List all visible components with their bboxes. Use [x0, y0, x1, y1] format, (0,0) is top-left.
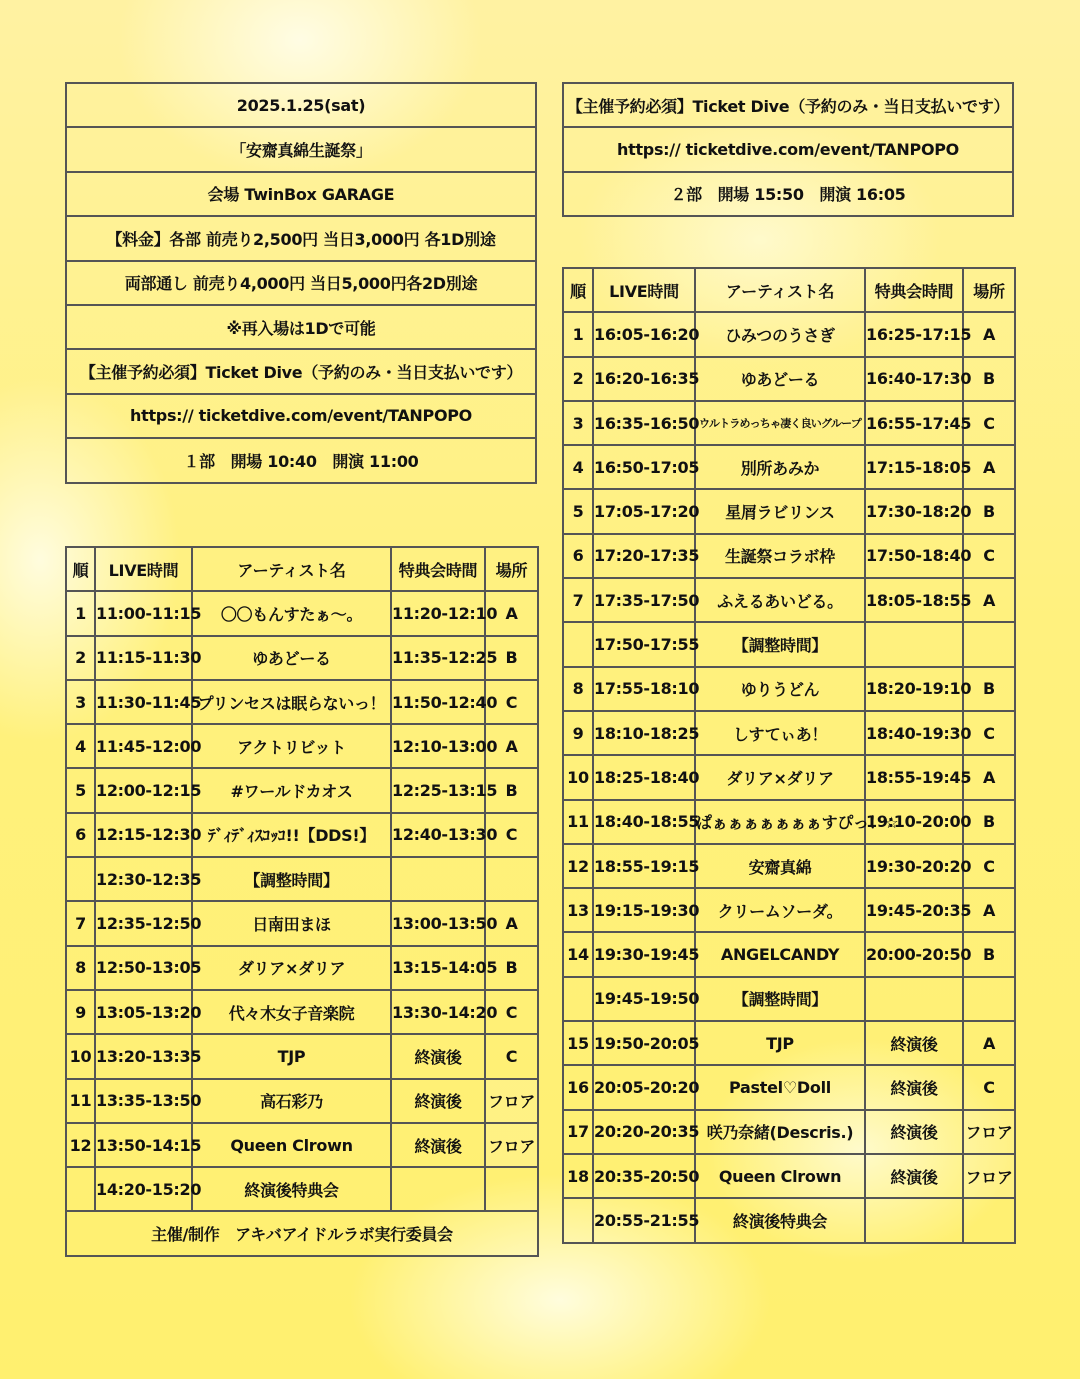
- place-cell: B: [963, 800, 1015, 844]
- order-number-cell: 3: [563, 401, 593, 445]
- order-number-cell: 13: [563, 888, 593, 932]
- artist-name-cell: ウルトラめっちゃ凄く良いグループ: [695, 401, 865, 445]
- live-time-cell: 16:50-17:05: [593, 445, 695, 489]
- table-row: [563, 312, 1015, 356]
- tokuten-time-cell: [391, 1167, 485, 1211]
- place-cell: C: [485, 813, 538, 857]
- header-live-time: LIVE時間: [593, 268, 695, 312]
- artist-name-cell: #ワールドカオス: [192, 768, 391, 812]
- artist-name-cell: 代々木女子音楽院: [192, 990, 391, 1034]
- table-row: [66, 857, 538, 901]
- info-row: [563, 172, 1013, 216]
- table-row: [66, 1079, 538, 1123]
- table-row: [66, 1167, 538, 1211]
- order-number-cell: 7: [66, 901, 95, 945]
- place-cell: A: [963, 755, 1015, 799]
- table-row: [563, 578, 1015, 622]
- tokuten-time-cell: 11:20-12:10: [391, 591, 485, 635]
- part1-header-row: [66, 547, 538, 591]
- artist-name-cell: ダリア×ダリア: [695, 755, 865, 799]
- artist-name-cell: 【調整時間】: [192, 857, 391, 901]
- order-number-cell: 7: [563, 578, 593, 622]
- artist-name-cell: ゆあどーる: [695, 357, 865, 401]
- artist-name-cell: 星屑ラビリンス: [695, 489, 865, 533]
- info-cell: ※再入場は1Dで可能: [66, 305, 536, 349]
- info-cell: 両部通し 前売り4,000円 当日5,000円各2D別途: [66, 261, 536, 305]
- info-row: [66, 127, 536, 171]
- order-number-cell: 4: [66, 724, 95, 768]
- tokuten-time-cell: 12:10-13:00: [391, 724, 485, 768]
- place-cell: A: [963, 578, 1015, 622]
- live-time-cell: 17:35-17:50: [593, 578, 695, 622]
- tokuten-time-cell: [391, 857, 485, 901]
- header-artist: アーティスト名: [192, 547, 391, 591]
- order-number-cell: [563, 622, 593, 666]
- place-cell: A: [485, 724, 538, 768]
- table-row: [563, 1154, 1015, 1198]
- tokuten-time-cell: 16:40-17:30: [865, 357, 963, 401]
- table-row: [66, 813, 538, 857]
- live-time-cell: 12:30-12:35: [95, 857, 192, 901]
- order-number-cell: [563, 977, 593, 1021]
- table-row: [66, 680, 538, 724]
- artist-name-cell: 別所あみか: [695, 445, 865, 489]
- info-cell: 2025.1.25(sat): [66, 83, 536, 127]
- tokuten-time-cell: 20:00-20:50: [865, 932, 963, 976]
- table-row: [66, 1034, 538, 1078]
- table-row: [563, 1021, 1015, 1065]
- info-row: [563, 127, 1013, 171]
- tokuten-time-cell: 終演後: [391, 1079, 485, 1123]
- artist-name-cell: 生誕祭コラボ枠: [695, 534, 865, 578]
- artist-name-cell: ANGELCANDY: [695, 932, 865, 976]
- place-cell: A: [485, 591, 538, 635]
- info-row: [66, 438, 536, 482]
- artist-name-cell: しすてぃあ！: [695, 711, 865, 755]
- tokuten-time-cell: 11:50-12:40: [391, 680, 485, 724]
- live-time-cell: 16:20-16:35: [593, 357, 695, 401]
- part2-header-row: [563, 268, 1015, 312]
- live-time-cell: 19:50-20:05: [593, 1021, 695, 1065]
- info-row: [66, 172, 536, 216]
- order-number-cell: 15: [563, 1021, 593, 1065]
- artist-name-cell: 【調整時間】: [695, 622, 865, 666]
- artist-name-cell: TJP: [695, 1021, 865, 1065]
- live-time-cell: 18:55-19:15: [593, 844, 695, 888]
- tokuten-time-cell: 17:15-18:05: [865, 445, 963, 489]
- place-cell: B: [485, 636, 538, 680]
- order-number-cell: 18: [563, 1154, 593, 1198]
- order-number-cell: 12: [563, 844, 593, 888]
- info-cell: ２部 開場 15:50 開演 16:05: [563, 172, 1013, 216]
- table-row: [66, 636, 538, 680]
- live-time-cell: 14:20-15:20: [95, 1167, 192, 1211]
- table-row: [66, 990, 538, 1034]
- live-time-cell: 12:50-13:05: [95, 946, 192, 990]
- place-cell: A: [963, 445, 1015, 489]
- order-number-cell: 12: [66, 1123, 95, 1167]
- artist-name-cell: 日南田まほ: [192, 901, 391, 945]
- place-cell: C: [485, 990, 538, 1034]
- live-time-cell: 20:55-21:55: [593, 1198, 695, 1242]
- info-row: [66, 349, 536, 393]
- place-cell: B: [963, 357, 1015, 401]
- place-cell: [485, 857, 538, 901]
- live-time-cell: 18:25-18:40: [593, 755, 695, 799]
- place-cell: C: [963, 844, 1015, 888]
- tokuten-time-cell: 11:35-12:25: [391, 636, 485, 680]
- place-cell: B: [485, 946, 538, 990]
- live-time-cell: 13:35-13:50: [95, 1079, 192, 1123]
- info-cell: https:// ticketdive.com/event/TANPOPO: [563, 127, 1013, 171]
- live-time-cell: 11:45-12:00: [95, 724, 192, 768]
- table-row: [563, 800, 1015, 844]
- place-cell: A: [963, 1021, 1015, 1065]
- table-row: [563, 888, 1015, 932]
- place-cell: [963, 977, 1015, 1021]
- table-row: [66, 724, 538, 768]
- info-row: [563, 83, 1013, 127]
- tokuten-time-cell: [865, 977, 963, 1021]
- tokuten-time-cell: 終演後: [865, 1065, 963, 1109]
- organizer-credit: 主催/制作 アキバアイドルラボ実行委員会: [66, 1211, 538, 1255]
- table-row: [66, 591, 538, 635]
- artist-name-cell: 咲乃奈緒(Descris.): [695, 1110, 865, 1154]
- live-time-cell: 12:35-12:50: [95, 901, 192, 945]
- order-number-cell: 11: [563, 800, 593, 844]
- order-number-cell: 17: [563, 1110, 593, 1154]
- tokuten-time-cell: 18:20-19:10: [865, 667, 963, 711]
- header-place: 場所: [963, 268, 1015, 312]
- artist-name-cell: Pastel♡Doll: [695, 1065, 865, 1109]
- place-cell: B: [485, 768, 538, 812]
- order-number-cell: 11: [66, 1079, 95, 1123]
- tokuten-time-cell: [865, 1198, 963, 1242]
- tokuten-time-cell: 19:30-20:20: [865, 844, 963, 888]
- order-number-cell: [66, 1167, 95, 1211]
- info-cell: 会場 TwinBox GARAGE: [66, 172, 536, 216]
- place-cell: A: [485, 901, 538, 945]
- table-row: [563, 844, 1015, 888]
- info-cell: https:// ticketdive.com/event/TANPOPO: [66, 394, 536, 438]
- tokuten-time-cell: 18:40-19:30: [865, 711, 963, 755]
- artist-name-cell: ゆりうどん: [695, 667, 865, 711]
- tokuten-time-cell: 17:50-18:40: [865, 534, 963, 578]
- live-time-cell: 19:30-19:45: [593, 932, 695, 976]
- place-cell: [963, 1198, 1015, 1242]
- order-number-cell: 14: [563, 932, 593, 976]
- live-time-cell: 11:00-11:15: [95, 591, 192, 635]
- live-time-cell: 17:20-17:35: [593, 534, 695, 578]
- live-time-cell: 20:35-20:50: [593, 1154, 695, 1198]
- place-cell: C: [485, 680, 538, 724]
- live-time-cell: 17:55-18:10: [593, 667, 695, 711]
- order-number-cell: 1: [563, 312, 593, 356]
- table-row: [66, 1123, 538, 1167]
- live-time-cell: 16:05-16:20: [593, 312, 695, 356]
- place-cell: C: [963, 534, 1015, 578]
- tokuten-time-cell: 13:15-14:05: [391, 946, 485, 990]
- artist-name-cell: プリンセスは眠らないっ！: [192, 680, 391, 724]
- order-number-cell: 2: [66, 636, 95, 680]
- place-cell: [485, 1167, 538, 1211]
- live-time-cell: 13:50-14:15: [95, 1123, 192, 1167]
- live-time-cell: 13:05-13:20: [95, 990, 192, 1034]
- info-cell: 「安齋真綿生誕祭」: [66, 127, 536, 171]
- table-row: [563, 357, 1015, 401]
- artist-name-cell: 高石彩乃: [192, 1079, 391, 1123]
- header-place: 場所: [485, 547, 538, 591]
- table-row: [563, 622, 1015, 666]
- order-number-cell: 8: [563, 667, 593, 711]
- tokuten-time-cell: 13:30-14:20: [391, 990, 485, 1034]
- table-row: [563, 1198, 1015, 1242]
- tokuten-time-cell: 12:25-13:15: [391, 768, 485, 812]
- place-cell: [963, 622, 1015, 666]
- live-time-cell: 11:15-11:30: [95, 636, 192, 680]
- place-cell: C: [963, 711, 1015, 755]
- artist-name-cell: ダリア×ダリア: [192, 946, 391, 990]
- artist-name-cell: ふえるあいどる。: [695, 578, 865, 622]
- order-number-cell: 9: [563, 711, 593, 755]
- header-tokuten-time: 特典会時間: [391, 547, 485, 591]
- live-time-cell: 16:35-16:50: [593, 401, 695, 445]
- live-time-cell: 12:00-12:15: [95, 768, 192, 812]
- table-row: [563, 445, 1015, 489]
- info-cell: 【料金】各部 前売り2,500円 当日3,000円 各1D別途: [66, 216, 536, 260]
- artist-name-cell: 終演後特典会: [695, 1198, 865, 1242]
- info-cell: １部 開場 10:40 開演 11:00: [66, 438, 536, 482]
- tokuten-time-cell: 18:05-18:55: [865, 578, 963, 622]
- part2-schedule-table: [562, 267, 1016, 1244]
- order-number-cell: 10: [563, 755, 593, 799]
- place-cell: C: [963, 1065, 1015, 1109]
- tokuten-time-cell: 終演後: [865, 1154, 963, 1198]
- place-cell: B: [963, 489, 1015, 533]
- live-time-cell: 13:20-13:35: [95, 1034, 192, 1078]
- table-row: [563, 401, 1015, 445]
- tokuten-time-cell: 19:10-20:00: [865, 800, 963, 844]
- table-row: [563, 667, 1015, 711]
- part1-schedule-table: [65, 546, 539, 1257]
- tokuten-time-cell: 19:45-20:35: [865, 888, 963, 932]
- live-time-cell: 17:05-17:20: [593, 489, 695, 533]
- artist-name-cell: 〇〇もんすたぁ〜。: [192, 591, 391, 635]
- header-tokuten-time: 特典会時間: [865, 268, 963, 312]
- artist-name-cell: Queen Clrown: [192, 1123, 391, 1167]
- info-row: [66, 216, 536, 260]
- header-no: 順: [563, 268, 593, 312]
- tokuten-time-cell: 16:25-17:15: [865, 312, 963, 356]
- live-time-cell: 18:40-18:55: [593, 800, 695, 844]
- artist-name-cell: クリームソーダ。: [695, 888, 865, 932]
- live-time-cell: 19:15-19:30: [593, 888, 695, 932]
- artist-name-cell: ぱぁぁぁぁぁぁぁすぴっ！☆: [695, 800, 865, 844]
- table-row: [66, 901, 538, 945]
- artist-name-cell: 終演後特典会: [192, 1167, 391, 1211]
- place-cell: C: [963, 401, 1015, 445]
- table-row: [563, 1110, 1015, 1154]
- tokuten-time-cell: 16:55-17:45: [865, 401, 963, 445]
- table-row: [66, 768, 538, 812]
- live-time-cell: 17:50-17:55: [593, 622, 695, 666]
- table-row: [563, 755, 1015, 799]
- order-number-cell: 9: [66, 990, 95, 1034]
- table-row: [563, 534, 1015, 578]
- place-cell: B: [963, 932, 1015, 976]
- artist-name-cell: Queen Clrown: [695, 1154, 865, 1198]
- info-row: [66, 394, 536, 438]
- order-number-cell: 16: [563, 1065, 593, 1109]
- table-row: [563, 932, 1015, 976]
- order-number-cell: 6: [563, 534, 593, 578]
- order-number-cell: 4: [563, 445, 593, 489]
- order-number-cell: [563, 1198, 593, 1242]
- table-row: [563, 489, 1015, 533]
- part2-info-table: [562, 82, 1014, 217]
- header-live-time: LIVE時間: [95, 547, 192, 591]
- live-time-cell: 11:30-11:45: [95, 680, 192, 724]
- order-number-cell: 5: [66, 768, 95, 812]
- order-number-cell: 1: [66, 591, 95, 635]
- header-no: 順: [66, 547, 95, 591]
- tokuten-time-cell: 12:40-13:30: [391, 813, 485, 857]
- table-row: [563, 977, 1015, 1021]
- tokuten-time-cell: 13:00-13:50: [391, 901, 485, 945]
- place-cell: B: [963, 667, 1015, 711]
- artist-name-cell: TJP: [192, 1034, 391, 1078]
- info-row: [66, 261, 536, 305]
- tokuten-time-cell: 終演後: [865, 1110, 963, 1154]
- live-time-cell: 20:05-20:20: [593, 1065, 695, 1109]
- order-number-cell: 8: [66, 946, 95, 990]
- tokuten-time-cell: 終演後: [865, 1021, 963, 1065]
- tokuten-time-cell: 終演後: [391, 1123, 485, 1167]
- table-row: [563, 711, 1015, 755]
- live-time-cell: 12:15-12:30: [95, 813, 192, 857]
- tokuten-time-cell: 17:30-18:20: [865, 489, 963, 533]
- place-cell: A: [963, 888, 1015, 932]
- order-number-cell: 5: [563, 489, 593, 533]
- artist-name-cell: アクトリビット: [192, 724, 391, 768]
- artist-name-cell: ゆあどーる: [192, 636, 391, 680]
- place-cell: フロア: [963, 1110, 1015, 1154]
- artist-name-cell: 安齋真綿: [695, 844, 865, 888]
- tokuten-time-cell: 18:55-19:45: [865, 755, 963, 799]
- table-row: [66, 946, 538, 990]
- place-cell: フロア: [485, 1079, 538, 1123]
- artist-name-cell: ﾃﾞｨﾃﾞｨｽｺｯｺ!!【DDS!】: [192, 813, 391, 857]
- place-cell: C: [485, 1034, 538, 1078]
- part1-info-table: [65, 82, 537, 484]
- live-time-cell: 20:20-20:35: [593, 1110, 695, 1154]
- artist-name-cell: ひみつのうさぎ: [695, 312, 865, 356]
- live-time-cell: 18:10-18:25: [593, 711, 695, 755]
- info-row: [66, 305, 536, 349]
- artist-name-cell: 【調整時間】: [695, 977, 865, 1021]
- tokuten-time-cell: [865, 622, 963, 666]
- tokuten-time-cell: 終演後: [391, 1034, 485, 1078]
- part1-footer-row: [66, 1211, 538, 1255]
- order-number-cell: 10: [66, 1034, 95, 1078]
- live-time-cell: 19:45-19:50: [593, 977, 695, 1021]
- header-artist: アーティスト名: [695, 268, 865, 312]
- place-cell: フロア: [963, 1154, 1015, 1198]
- table-row: [563, 1065, 1015, 1109]
- place-cell: A: [963, 312, 1015, 356]
- order-number-cell: 2: [563, 357, 593, 401]
- order-number-cell: 3: [66, 680, 95, 724]
- place-cell: フロア: [485, 1123, 538, 1167]
- info-row: [66, 83, 536, 127]
- info-cell: 【主催予約必須】Ticket Dive（予約のみ・当日支払いです）: [563, 83, 1013, 127]
- info-cell: 【主催予約必須】Ticket Dive（予約のみ・当日支払いです）: [66, 349, 536, 393]
- order-number-cell: [66, 857, 95, 901]
- order-number-cell: 6: [66, 813, 95, 857]
